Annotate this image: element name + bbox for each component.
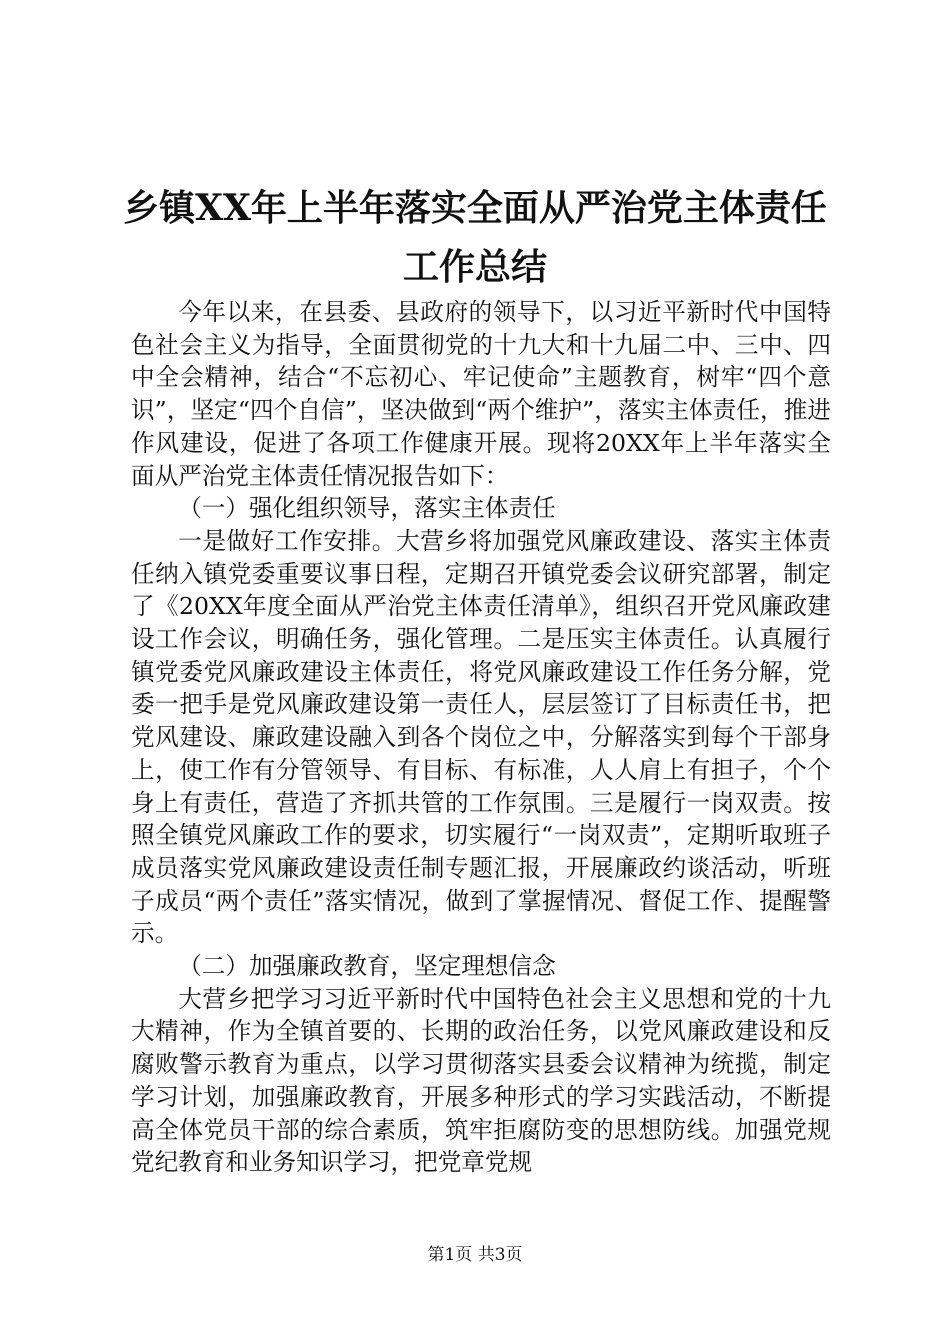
section-2-paragraph: 大营乡把学习习近平新时代中国特色社会主义思想和党的十九大精神，作为全镇首要的、长期的政治任务，以党风廉政建设和反腐败警示教育为重点，以学习贯彻落实县委会议精神为统揽，制定学习计划，加强廉政教育，开展多种形式的学习实践活动，不断提高全体党员干部的综合素质，筑牢拒腐防变的思想防线。加强党规党纪教育和业务知识学习，把党章党规 xyxy=(131,984,831,1177)
section-1-paragraph: 一是做好工作安排。大营乡将加强党风廉政建设、落实主体责任纳入镇党委重要议事日程，定期召开镇党委会议研究部署，制定了《20XX年度全面从严治党主体责任清单》，组织召开党风廉政建设工作会议，明确任务，强化管理。二是压实主体责任。认真履行镇党委党风廉政建设主体责任，将党风廉政建设工作任务分解，党委一把手是党风廉政建设第一责任人，层层签订了目标责任书，把党风建设、廉政建设融入到各个岗位之中，分解落实到每个干部身上，使工作有分管领导、有目标、有标准，人人肩上有担子，个个身上有责任，营造了齐抓共管的工作氛围。三是履行一岗双责。按照全镇党风廉政工作的要求，切实履行“一岗双责”，定期听取班子成员落实党风廉政建设责任制专题汇报，开展廉政约谈活动，听班子成员“两个责任”落实情况，做到了掌握情况、督促工作、提醒警示。 xyxy=(131,526,831,948)
intro-paragraph: 今年以来，在县委、县政府的领导下，以习近平新时代中国特色社会主义为指导，全面贯彻党的十九大和十九届二中、三中、四中全会精神，结合“不忘初心、牢记使命”主题教育，树牢“四个意识”，坚定“四个自信”，坚决做到“两个维护”，落实主体责任，推进作风建设，促进了各项工作健康开展。现将20XX年上半年落实全面从严治党主体责任情况报告如下： xyxy=(131,298,831,490)
section-heading-2: （二）加强廉政教育，坚定理想信念 xyxy=(178,952,556,981)
document-title-line-2: 工作总结 xyxy=(402,246,547,288)
page-number-footer: 第1页 共3页 xyxy=(427,1245,523,1265)
document-title-line-1: 乡镇XX年上半年落实全面从严治党主体责任 xyxy=(123,187,827,229)
section-heading-1: （一）强化组织领导，落实主体责任 xyxy=(178,494,556,523)
document-body xyxy=(131,296,831,1179)
